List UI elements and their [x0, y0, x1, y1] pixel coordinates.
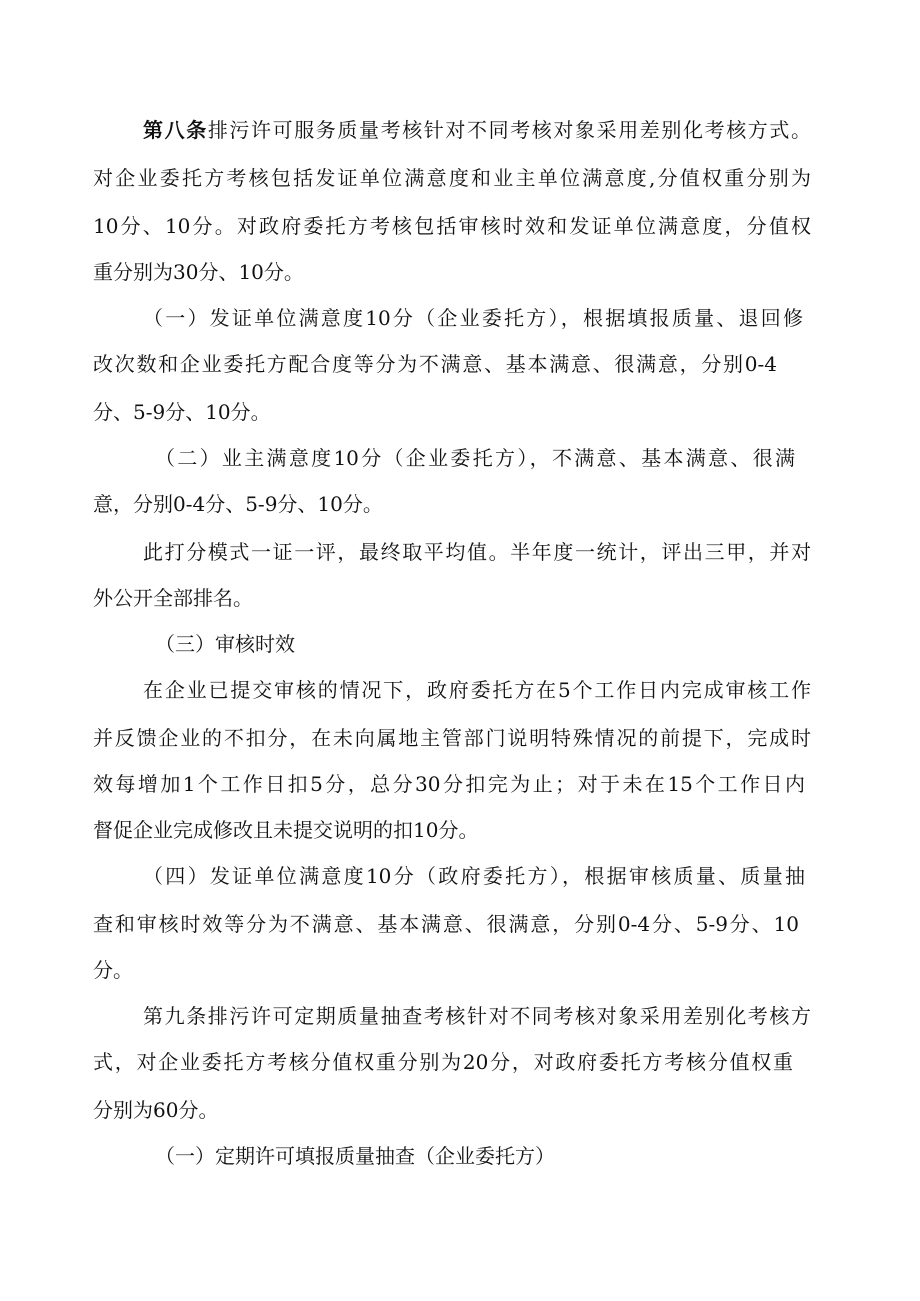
scoring-note-line-2: 外公开全部排名。	[93, 586, 253, 610]
article8-line-4: 重分别为30分、10分。	[93, 260, 304, 284]
item1-line-3: 分、5-9分、10分。	[93, 400, 271, 424]
article9-line-3: 分别为60分。	[93, 1098, 219, 1122]
article8-line-3: 10分、10分。对政府委托方考核包括审核时效和发证单位满意度，分值权	[93, 214, 811, 238]
article9-line-1: 第九条排污许可定期质量抽查考核针对不同考核对象采用差别化考核方	[143, 1004, 811, 1028]
item1-line-2: 改次数和企业委托方配合度等分为不满意、基本满意、很满意，分别0-4	[93, 352, 777, 376]
scoring-note-line-1: 此打分模式一证一评，最终取平均值。半年度一统计，评出三甲，并对	[143, 540, 811, 564]
item3-line-2: 并反馈企业的不扣分，在未向属地主管部门说明特殊情况的前提下，完成时	[93, 726, 811, 750]
item3-line-4: 督促企业完成修改且未提交说明的扣10分。	[93, 818, 479, 842]
item2-line-2: 意，分别0-4分、5-9分、10分。	[93, 492, 383, 516]
item4-line-2: 查和审核时效等分为不满意、基本满意、很满意，分别0-4分、5-9分、10	[93, 912, 799, 936]
article8-heading: 第八条	[143, 118, 208, 142]
item4-line-1: （四）发证单位满意度10分（政府委托方），根据审核质量、质量抽	[143, 864, 805, 888]
item3-line-3: 效每增加1个工作日扣5分，总分30分扣完为止；对于未在15个工作日内	[93, 772, 805, 796]
article8-line-1	[143, 117, 811, 143]
item3-heading: （三）审核时效	[155, 632, 295, 656]
item2-line-1: （二）业主满意度10分（企业委托方），不满意、基本满意、很满	[155, 446, 795, 470]
article9-item1-heading: （一）定期许可填报质量抽查（企业委托方）	[155, 1144, 555, 1168]
item1-line-1: （一）发证单位满意度10分（企业委托方），根据填报质量、退回修	[143, 306, 803, 330]
article8-line-2: 对企业委托方考核包括发证单位满意度和业主单位满意度,分值权重分别为	[93, 166, 811, 190]
article8-text-1: 排污许可服务质量考核针对不同考核对象采用差别化考核方式。	[207, 118, 812, 142]
item3-line-1: 在企业已提交审核的情况下，政府委托方在5个工作日内完成审核工作	[143, 678, 811, 702]
article9-line-2: 式，对企业委托方考核分值权重分别为20分，对政府委托方考核分值权重	[93, 1050, 793, 1074]
item4-line-3: 分。	[93, 958, 133, 982]
